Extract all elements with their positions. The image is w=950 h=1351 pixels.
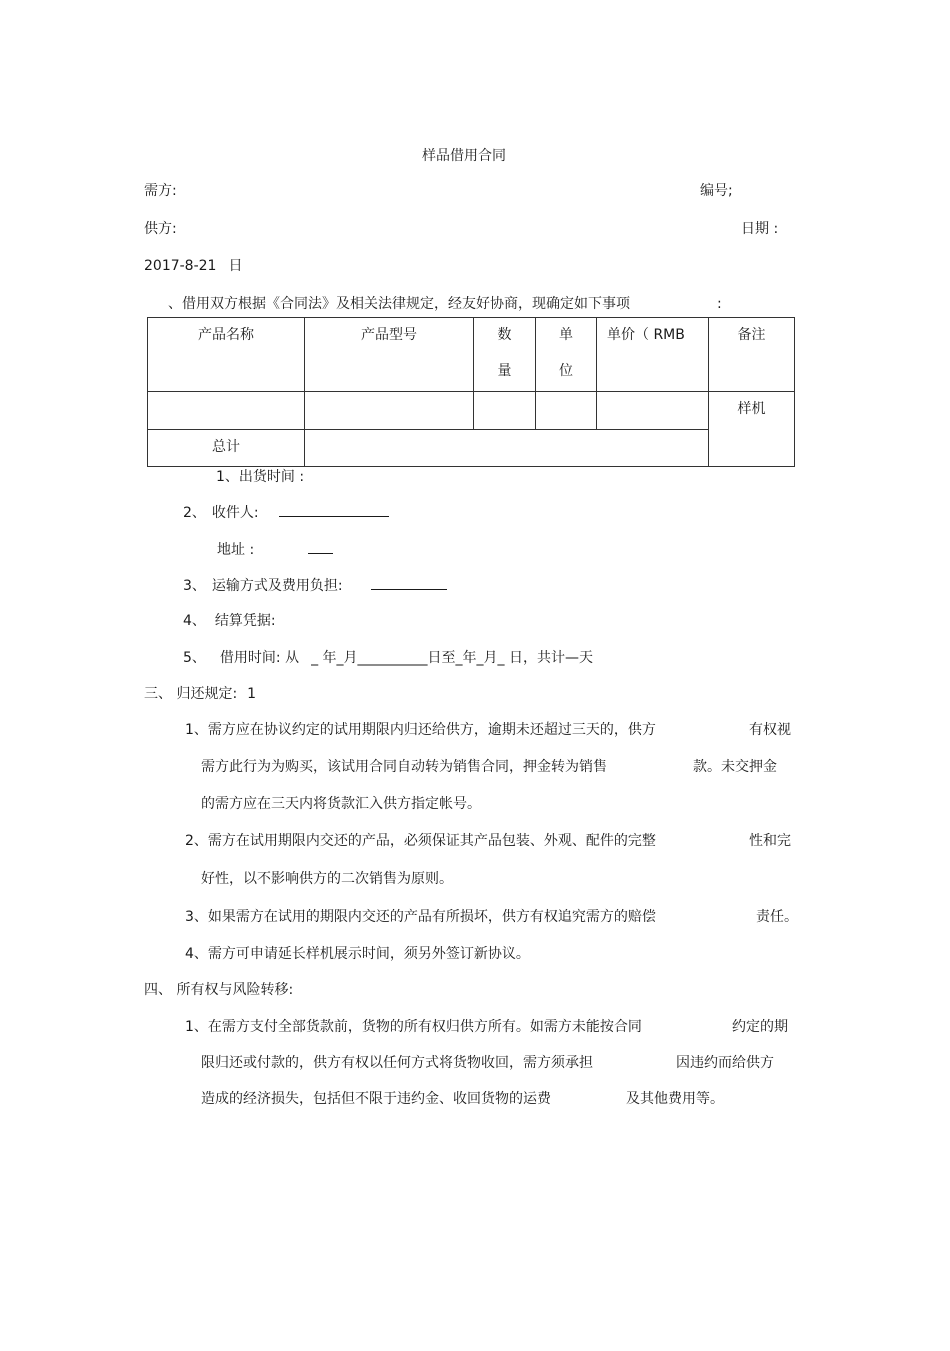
total-value: [305, 430, 709, 467]
section3-clause1-line2b: 款。未交押金: [693, 759, 777, 775]
period-num: 5、: [183, 650, 206, 666]
transport-line: [183, 575, 447, 595]
section4-clause1-line1b: 约定的期: [732, 1019, 788, 1035]
period-label: 借用时间: 从: [219, 650, 300, 666]
receiver-label: 收件人:: [211, 505, 259, 521]
ship-time-line: 1、出货时间 :: [216, 469, 305, 485]
intro-text: 、借用双方根据《合同法》及相关法律规定，经友好协商，现确定如下事项: [168, 296, 630, 312]
transport-num: 3、: [183, 578, 206, 594]
section3-clause3-b: 责任。: [756, 909, 798, 925]
section3-clause1-line3: 的需方应在三天内将货款汇入供方指定帐号。: [201, 796, 481, 812]
section4-clause1-line2a: 限归还或付款的，供方有权以任何方式将货物收回，需方须承担: [201, 1055, 593, 1071]
date-value: [144, 257, 242, 275]
section3-heading: [144, 685, 256, 703]
cell-product-model: [305, 392, 474, 430]
contract-number-label: 编号;: [700, 183, 733, 199]
table-header-row: [148, 318, 795, 392]
section3-heading-text: 三、 归还规定:: [144, 686, 238, 702]
date-label: 日期 :: [741, 221, 779, 237]
supplier-label: 供方:: [144, 221, 177, 237]
receiver-line: [183, 502, 389, 522]
header-unit: 单 位: [536, 318, 597, 392]
cell-quantity: [474, 392, 536, 430]
settle-label: 结算凭据:: [214, 613, 276, 629]
header-product-name: 产品名称: [148, 318, 305, 392]
table-total-row: [148, 430, 795, 467]
cell-unit: [536, 392, 597, 430]
table-row: [148, 392, 795, 430]
intro-colon: :: [717, 296, 722, 312]
section4-clause1-line2b: 因违约而给供方: [676, 1055, 774, 1071]
section4-heading: 四、 所有权与风险转移:: [144, 982, 294, 998]
section3-clause2-line1a: 2、需方在试用期限内交还的产品，必须保证其产品包装、外观、配件的完整: [185, 833, 656, 849]
date-suffix: 日: [228, 258, 243, 274]
section3-clause3-a: 3、如果需方在试用的期限内交还的产品有所损坏，供方有权追究需方的赔偿: [185, 909, 656, 925]
address-label: 地址 :: [217, 542, 255, 558]
header-unit-price: 单价（ RMB: [597, 318, 709, 392]
section3-clause1-line2a: 需方此行为为购买，该试用合同自动转为销售合同，押金转为销售: [201, 759, 607, 775]
cell-remark: 样机: [709, 392, 795, 467]
settle-num: 4、: [183, 613, 206, 629]
header-product-model: 产品型号: [305, 318, 474, 392]
cell-unit-price: [597, 392, 709, 430]
section3-clause2-line1b: 性和完: [749, 833, 791, 849]
section4-clause1-line3a: 造成的经济损失，包括但不限于违约金、收回货物的运费: [201, 1091, 551, 1107]
items-table: [147, 317, 795, 467]
section3-clause2-line2: 好性，以不影响供方的二次销售为原则。: [201, 871, 453, 887]
header-remark: 备注: [709, 318, 795, 392]
section3-clause4: 4、需方可申请延长样机展示时间，须另外签订新协议。: [185, 946, 530, 962]
receiver-num: 2、: [183, 505, 206, 521]
period-text: _ 年_月__________日至_年_月_ 日，共计—天: [311, 650, 593, 666]
demander-label: 需方:: [144, 183, 177, 199]
section4-clause1-line3b: 及其他费用等。: [626, 1091, 724, 1107]
cell-product-name: [148, 392, 305, 430]
header-quantity: 数 量: [474, 318, 536, 392]
total-label: 总计: [148, 430, 305, 467]
section3-clause1-line1a: 1、需方应在协议约定的试用期限内归还给供方，逾期未还超过三天的，供方: [185, 722, 656, 738]
settle-line: [183, 612, 276, 630]
section3-clause1-line1b: 有权视: [749, 722, 791, 738]
page-title: 样品借用合同: [422, 148, 506, 164]
date-text: 2017-8-21: [144, 258, 217, 274]
receiver-blank: [279, 502, 389, 517]
section4-clause1-line1a: 1、在需方支付全部货款前，货物的所有权归供方所有。如需方未能按合同: [185, 1019, 642, 1035]
address-blank: [308, 539, 333, 554]
transport-label: 运输方式及费用负担:: [211, 578, 343, 594]
address-line: [217, 539, 333, 559]
transport-blank: [371, 575, 447, 590]
section3-heading-tail: 1: [247, 686, 257, 702]
period-line: [183, 649, 593, 667]
